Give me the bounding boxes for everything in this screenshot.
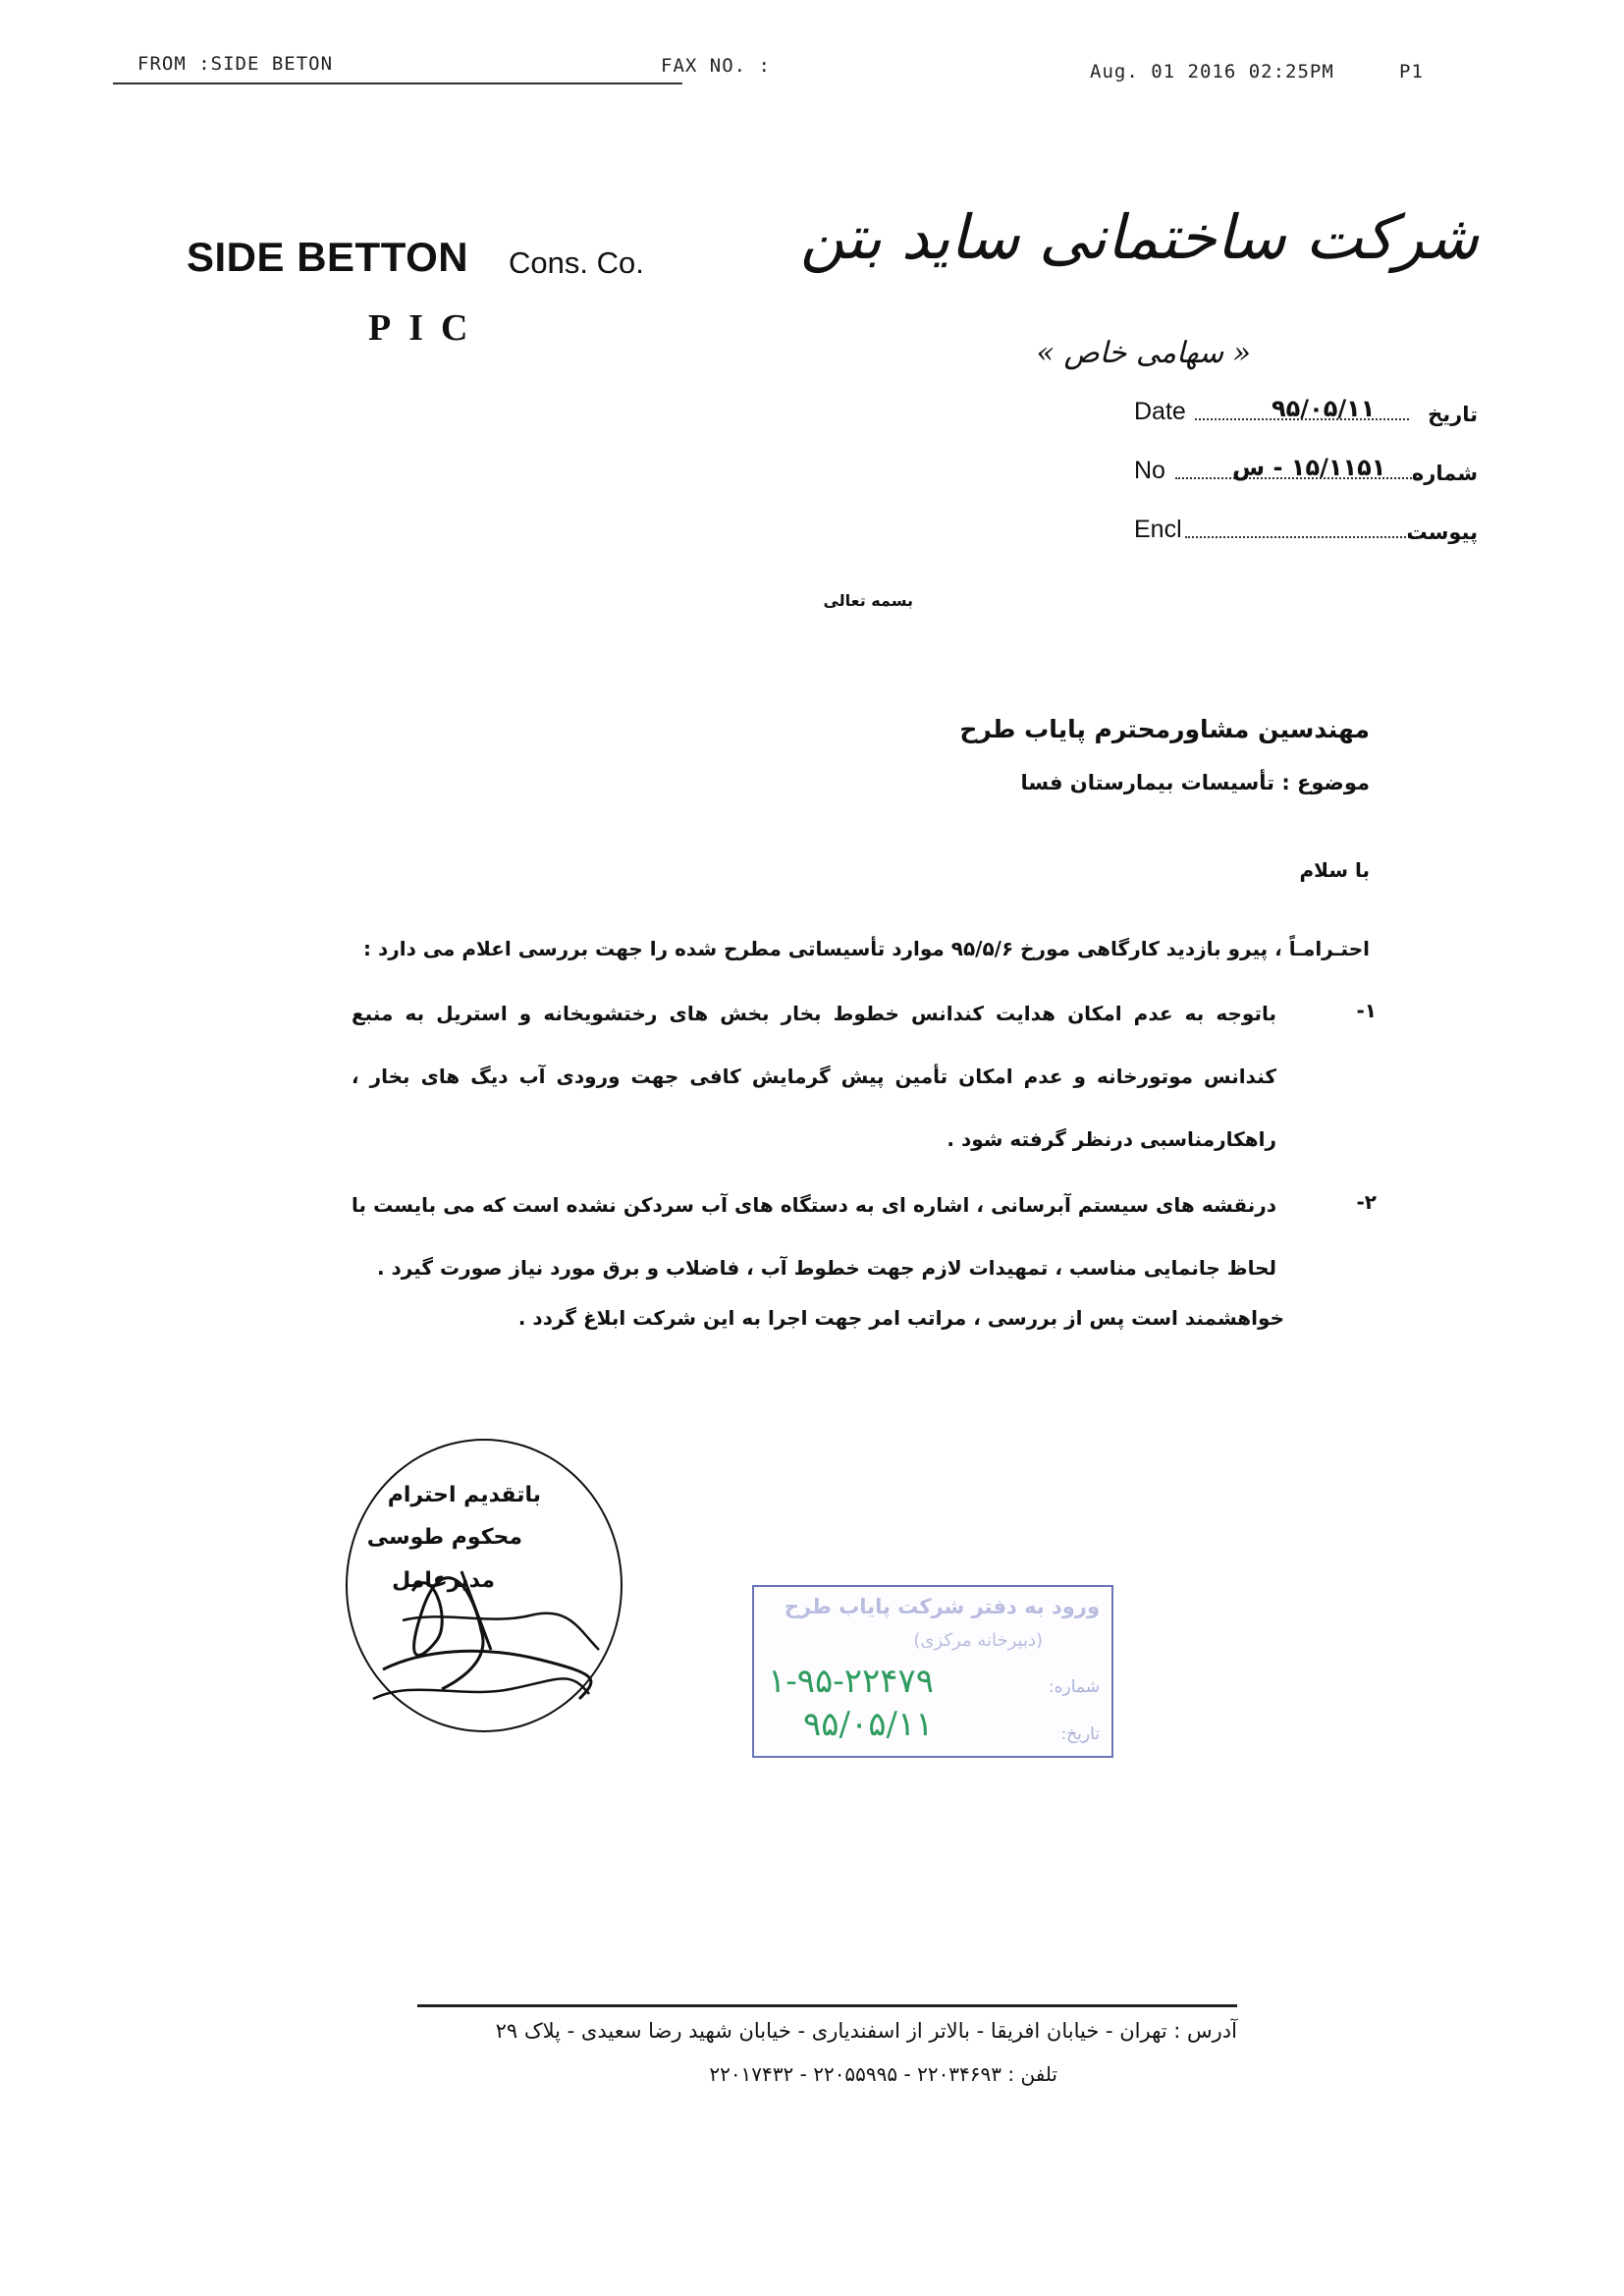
company-name-en: SIDE BETTON bbox=[187, 234, 469, 280]
stamp-number-value: ۱-۹۵-۲۲۴۷۹ bbox=[768, 1662, 935, 1701]
company-pic-label: PIC bbox=[368, 307, 486, 349]
company-suffix-en: Cons. Co. bbox=[509, 246, 644, 280]
item1-paragraph: باتوجه به عدم امکان هدایت کندانس خطوط بخار بخش های رختشویخانه و استریل به منبع کندانس موتورخانه و عدم امکان تأمین پیش گرمایش کافی جهت ورودی آب دیگ های بخار ، راهکارمناسبی درنظر گرفته شود . bbox=[352, 1002, 1276, 1151]
item2-number: ۲- bbox=[1356, 1190, 1377, 1214]
handwritten-signature bbox=[344, 1552, 638, 1719]
fax-page: P1 bbox=[1399, 61, 1424, 82]
item2-paragraph: درنقشه های سیستم آبرسانی ، اشاره ای به دستگاه های آب سردکن نشده است که می بایست با لحاظ جانمایی مناسب ، تمهیدات لازم جهت خطوط آب ، فاضلاب و برق مورد نیاز صورت گیرد . bbox=[352, 1193, 1276, 1280]
signature-name: محکوم طوسی bbox=[366, 1525, 522, 1550]
fax-header-rule bbox=[113, 82, 682, 84]
item1-number: ۱- bbox=[1356, 999, 1377, 1022]
stamp-date-value: ۹۵/۰۵/۱۱ bbox=[803, 1705, 934, 1744]
meta-encl-dots bbox=[1185, 536, 1421, 538]
footer-address: آدرس : تهران - خیابان افریقا - بالاتر از اسفندیاری - خیابان شهید رضا سعیدی - پلاک ۲۹ bbox=[495, 2019, 1237, 2043]
meta-number-label-en: No bbox=[1134, 457, 1165, 484]
meta-number-value: ۱۵/۱۱۵۱ - س bbox=[1232, 454, 1386, 481]
subject: موضوع : تأسیسات بیمارستان فسا bbox=[1020, 771, 1370, 794]
meta-date-value: ۹۵/۰۵/۱۱ bbox=[1272, 395, 1376, 422]
company-name-fa: شرکت ساختمانی ساید بتن bbox=[799, 201, 1479, 273]
meta-encl-label-fa: پیوست bbox=[1406, 520, 1478, 544]
greeting: با سلام bbox=[1299, 858, 1370, 882]
closing-paragraph: خواهشمند است پس از بررسی ، مراتب امر جهت اجرا به این شرکت ابلاغ گردد . bbox=[517, 1306, 1284, 1330]
fax-number-label: FAX NO. : bbox=[661, 55, 771, 77]
meta-number-row bbox=[1134, 452, 1478, 491]
intro-paragraph: احتـرامـاً ، پیرو بازدید کارگاهی مورخ ۹۵/۵/۶ موارد تأسیساتی مطرح شده را جهت بررسی اعلام می دارد : bbox=[362, 937, 1370, 960]
stamp-number-label: شماره: bbox=[1048, 1677, 1100, 1697]
company-type-fa: « سهامی خاص » bbox=[1036, 336, 1251, 370]
meta-date-row bbox=[1134, 393, 1478, 432]
stamp-subtitle: (دبیرخانه مرکزی) bbox=[913, 1630, 1043, 1651]
meta-encl-row bbox=[1134, 511, 1478, 550]
stamp-title: ورود به دفتر شرکت پایاب طرح bbox=[784, 1595, 1100, 1618]
addressee: مهندسین مشاورمحترم پایاب طرح bbox=[959, 715, 1370, 743]
receipt-stamp bbox=[752, 1585, 1113, 1758]
meta-encl-label-en: Encl bbox=[1134, 516, 1182, 543]
footer-phone: تلفن : ۲۲۰۳۴۶۹۳ - ۲۲۰۵۵۹۹۵ - ۲۲۰۱۷۴۳۲ bbox=[709, 2062, 1057, 2086]
meta-date-label-fa: تاریخ bbox=[1428, 403, 1478, 426]
fax-datetime: Aug. 01 2016 02:25PM bbox=[1090, 61, 1334, 82]
footer-rule bbox=[417, 2004, 1237, 2007]
meta-number-label-fa: شماره bbox=[1411, 462, 1478, 485]
fax-from: FROM :SIDE BETON bbox=[137, 53, 334, 75]
stamp-date-label: تاریخ: bbox=[1060, 1724, 1100, 1744]
signature-title: مدیرعامل bbox=[392, 1568, 495, 1593]
invocation: بسمه تعالی bbox=[823, 591, 913, 610]
meta-date-label-en: Date bbox=[1134, 398, 1186, 425]
signature-regards: باتقدیم احترام bbox=[387, 1483, 541, 1507]
